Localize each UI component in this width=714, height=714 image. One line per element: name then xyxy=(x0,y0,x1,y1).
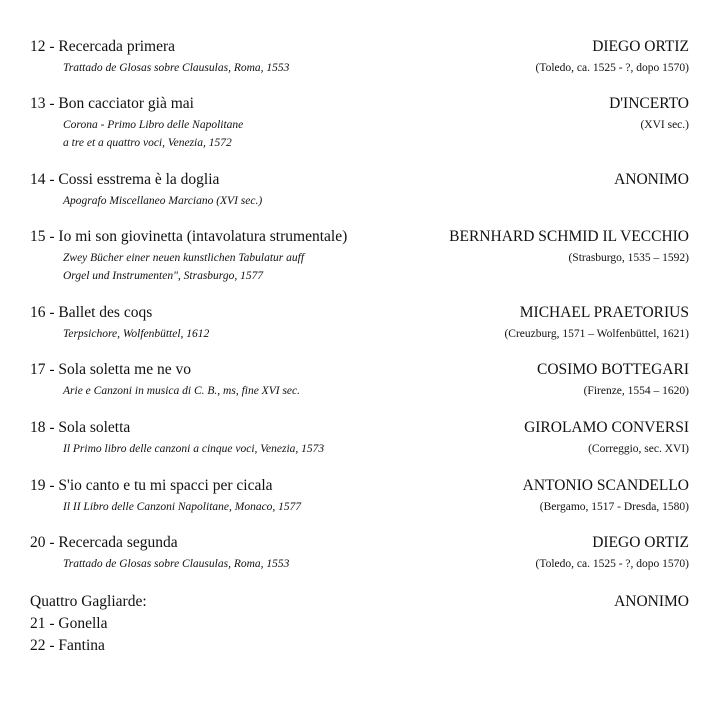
track-title: 19 - S'io canto e tu mi spacci per cicala xyxy=(30,477,273,494)
gagliarda-item: 22 - Fantina xyxy=(30,637,105,654)
track-title: 12 - Recercada primera xyxy=(30,38,176,55)
dates-line: (XVI sec.) xyxy=(640,119,689,131)
track-source xyxy=(63,555,289,573)
track-title: 16 - Ballet des coqs xyxy=(30,304,153,321)
composer-dates xyxy=(568,249,689,267)
dates-line: (Toledo, ca. 1525 - ?, dopo 1570) xyxy=(535,62,689,74)
gagliarde-composer: ANONIMO xyxy=(614,593,689,610)
track-composer: D'INCERTO xyxy=(609,95,689,112)
track-composer: BERNHARD SCHMID IL VECCHIO xyxy=(449,228,689,245)
gagliarda-item: 21 - Gonella xyxy=(30,615,108,632)
composer-dates xyxy=(504,325,689,343)
source-line: Il II Libro delle Canzoni Napolitane, Monaco, 1577 xyxy=(63,501,302,513)
track-source xyxy=(63,440,324,458)
composer-dates xyxy=(584,382,689,400)
track-source xyxy=(63,325,209,343)
track-source xyxy=(63,498,301,516)
source-line: Apografo Miscellaneo Marciano (XVI sec.) xyxy=(63,195,263,207)
source-line: Trattado de Glosas sobre Clausulas, Roma, 1553 xyxy=(63,558,290,570)
source-line: Arie e Canzoni in musica di C. B., ms, fine XVI sec. xyxy=(63,385,300,397)
track-composer: ANTONIO SCANDELLO xyxy=(522,477,689,494)
source-line: Orgel und Instrumenten", Strasburgo, 1577 xyxy=(63,270,264,282)
composer-dates xyxy=(536,555,689,573)
track-composer: GIROLAMO CONVERSI xyxy=(524,419,689,436)
composer-dates xyxy=(588,440,689,458)
composer-dates xyxy=(536,59,689,77)
dates-line: (Creuzburg, 1571 – Wolfenbüttel, 1621) xyxy=(504,328,689,340)
source-line: Il Primo libro delle canzoni a cinque voci, Venezia, 1573 xyxy=(63,443,325,455)
track-source xyxy=(63,382,300,400)
source-line: Trattado de Glosas sobre Clausulas, Roma, 1553 xyxy=(63,62,290,74)
track-title: 15 - Io mi son giovinetta (intavolatura strumentale) xyxy=(30,228,348,245)
dates-line: (Strasburgo, 1535 – 1592) xyxy=(568,252,689,264)
dates-line: (Toledo, ca. 1525 - ?, dopo 1570) xyxy=(535,558,689,570)
track-title: 13 - Bon cacciator già mai xyxy=(30,95,194,112)
track-title: 17 - Sola soletta me ne vo xyxy=(30,361,191,378)
track-composer: MICHAEL PRAETORIUS xyxy=(519,304,689,321)
dates-line: (Firenze, 1554 – 1620) xyxy=(583,385,689,397)
source-line: a tre et a quattro voci, Venezia, 1572 xyxy=(63,137,232,149)
track-composer: ANONIMO xyxy=(614,171,689,188)
source-line: Zwey Bücher einer neuen kunstlichen Tabulatur auff xyxy=(63,252,305,264)
track-source xyxy=(63,249,304,285)
track-source xyxy=(63,192,262,210)
track-source xyxy=(63,116,243,152)
track-composer: COSIMO BOTTEGARI xyxy=(537,361,689,378)
track-title: 14 - Cossi esstrema è la doglia xyxy=(30,171,220,188)
track-composer: DIEGO ORTIZ xyxy=(592,38,689,55)
dates-line: (Bergamo, 1517 - Dresda, 1580) xyxy=(539,501,689,513)
track-title: 20 - Recercada segunda xyxy=(30,534,178,551)
source-line: Corona - Primo Libro delle Napolitane xyxy=(63,119,244,131)
track-source xyxy=(63,59,289,77)
composer-dates xyxy=(640,116,689,134)
source-line: Terpsichore, Wolfenbüttel, 1612 xyxy=(63,328,210,340)
composer-dates xyxy=(540,498,689,516)
track-title: 18 - Sola soletta xyxy=(30,419,131,436)
track-composer: DIEGO ORTIZ xyxy=(592,534,689,551)
gagliarde-heading: Quattro Gagliarde: xyxy=(30,593,147,610)
dates-line: (Correggio, sec. XVI) xyxy=(588,443,689,455)
